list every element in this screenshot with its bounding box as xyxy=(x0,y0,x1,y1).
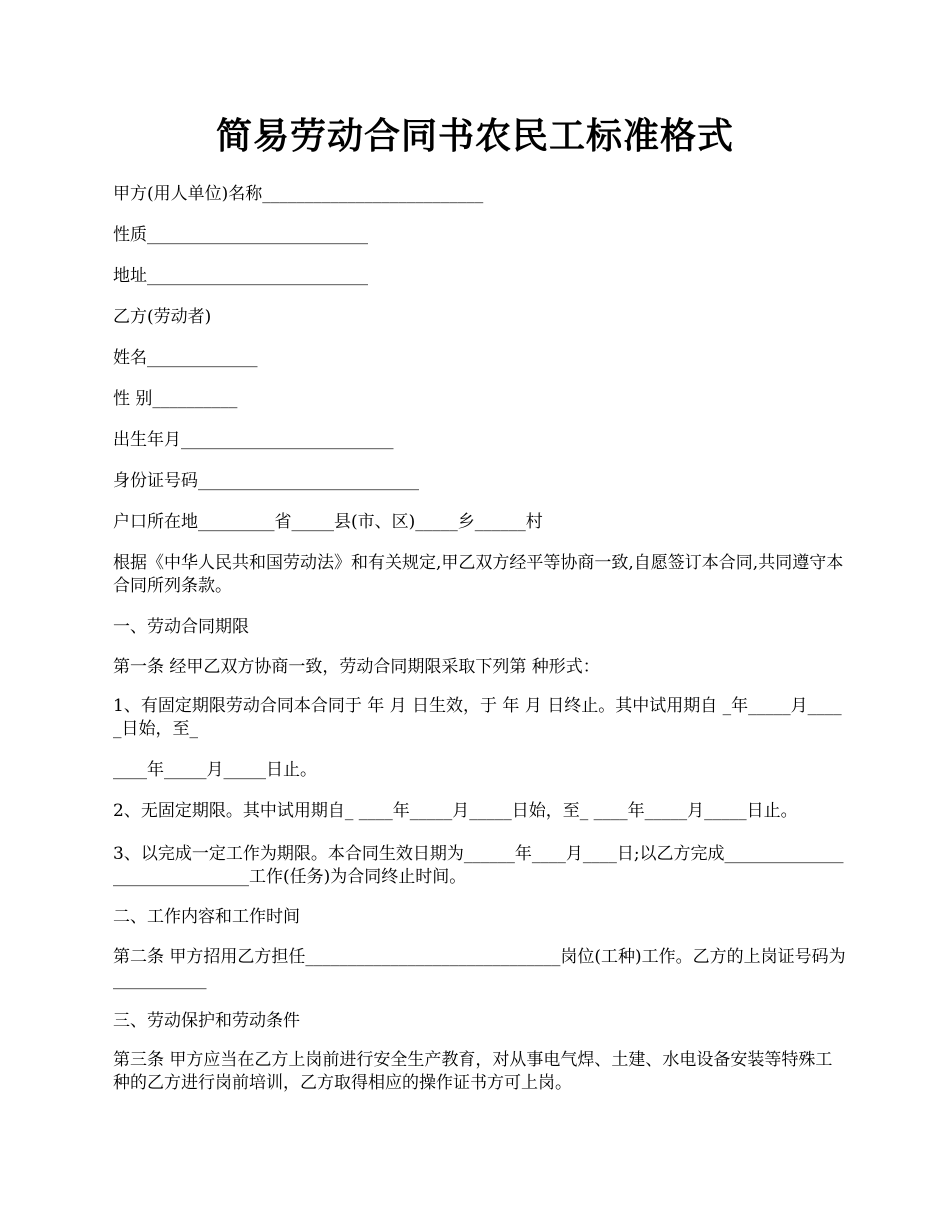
section-heading-3: 三、劳动保护和劳动条件 xyxy=(113,1011,300,1031)
employee-heading: 乙方(劳动者) xyxy=(113,307,212,327)
employee-household-line: 户口所在地_________省_____县(市、区)_____乡______村 xyxy=(113,512,543,532)
employer-nature-line: 性质__________________________ xyxy=(113,225,368,245)
term-option-1-continued: ____年_____月_____日止。 xyxy=(113,760,317,780)
employee-gender-line: 性 别__________ xyxy=(113,389,238,409)
employer-name-line: 甲方(用人单位)名称__________________________ xyxy=(113,184,484,204)
employee-birth-line: 出生年月_________________________ xyxy=(113,430,394,450)
term-option-1: 1、有固定期限劳动合同本合同于 年 月 日生效，于 年 月 日终止。其中试用期自 _年_____月_____日始，至_ xyxy=(113,696,842,739)
section-heading-1: 一、劳动合同期限 xyxy=(113,617,249,637)
article-3: 第三条 甲方应当在乙方上岗前进行安全生产教育，对从事电气焊、土建、水电设备安装等特殊工种的乙方进行岗前培训，乙方取得相应的操作证书方可上岗。 xyxy=(113,1050,833,1093)
section-heading-2: 二、工作内容和工作时间 xyxy=(113,907,300,927)
article-2: 第二条 甲方招用乙方担任______________________________岗位(工种)工作。乙方的上岗证号码为___________ xyxy=(113,947,846,990)
employee-name-line: 姓名_____________ xyxy=(113,348,258,368)
document-title: 简易劳动合同书农民工标准格式 xyxy=(215,115,734,157)
preamble-paragraph: 根据《中华人民共和国劳动法》和有关规定,甲乙双方经平等协商一致,自愿签订本合同,共同遵守本合同所列条款。 xyxy=(113,553,844,596)
employer-address-line: 地址__________________________ xyxy=(113,266,368,286)
article-1: 第一条 经甲乙双方协商一致，劳动合同期限采取下列第 种形式： xyxy=(113,657,600,677)
term-option-2: 2、无固定期限。其中试用期自_ ____年_____月_____日始，至_ ____年_____月_____日止。 xyxy=(113,801,798,821)
employee-id-line: 身份证号码__________________________ xyxy=(113,471,419,491)
term-option-3: 3、以完成一定工作为期限。本合同生效日期为______年____月____日;以乙方完成______________________________工作(任务)为合同终止时间。 xyxy=(113,844,844,887)
